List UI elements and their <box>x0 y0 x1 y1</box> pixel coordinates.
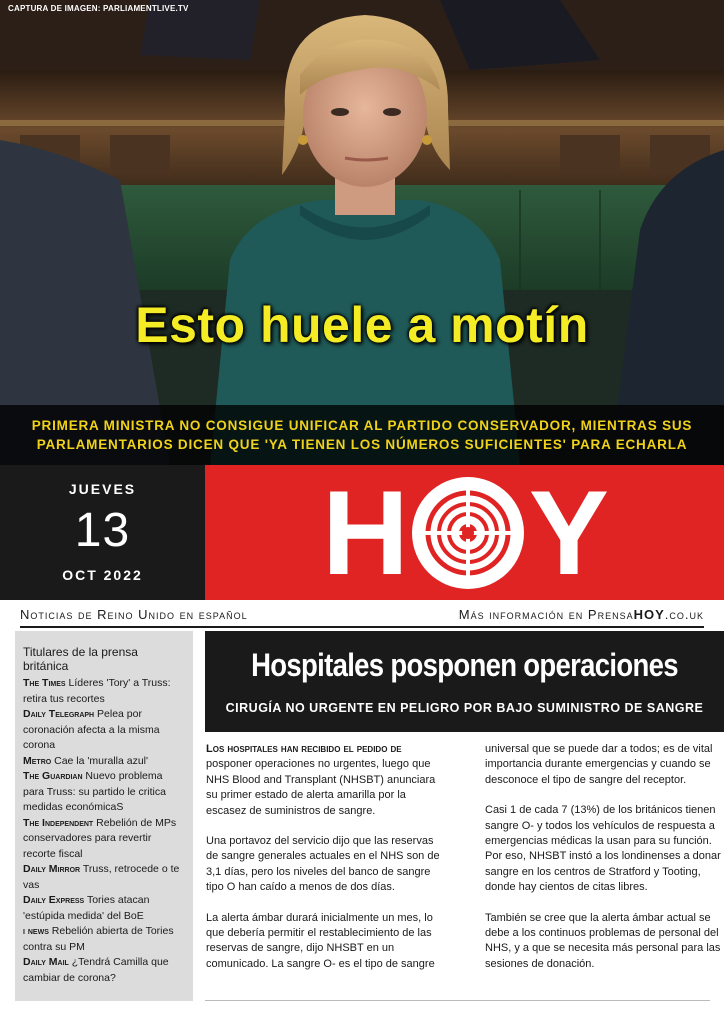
story-column-2 <box>485 742 724 998</box>
press-headline: Truss, retrocede o te vas <box>23 863 180 891</box>
main-headline: Esto huele a motín <box>135 297 589 353</box>
subheadline-line-1: PRIMERA MINISTRA NO CONSIGUE UNIFICAR AL PARTIDO CONSERVADOR, MIENTRAS SUS <box>31 418 693 433</box>
story-title: Hospitales posponen operaciones <box>251 647 678 683</box>
press-headline: Cae la 'muralla azul' <box>54 754 149 767</box>
press-paper-name: The Independent <box>23 816 94 829</box>
press-headline: Pelea por coronación afecta a la misma corona <box>23 708 160 751</box>
date-day-number: 13 <box>74 504 131 557</box>
sidebar-title: Titulares de la prensa británica <box>23 645 138 673</box>
press-paper-name: i news <box>23 925 49 937</box>
press-item <box>23 862 185 893</box>
masthead <box>0 465 724 600</box>
tagline-website-brand: HOY <box>633 606 665 622</box>
logo-letter-y: Y <box>528 465 607 600</box>
press-paper-name: Daily Mail <box>23 956 69 968</box>
story-subtitle: CIRUGÍA NO URGENTE EN PELIGRO POR BAJO SUMINISTRO DE SANGRE <box>225 701 704 715</box>
press-item <box>23 676 185 707</box>
date-box <box>0 465 205 600</box>
press-paper-name: Metro <box>23 754 52 767</box>
tagline-website[interactable] <box>459 607 704 622</box>
press-headline: ¿Tendrá Camilla que cambiar de corona? <box>23 956 169 984</box>
logo-box <box>205 465 724 600</box>
press-headline: Rebelión de MPs conservadores para revertir recorte fiscal <box>23 816 177 860</box>
story-paragraph: También se cree que la alerta ámbar actual se debe a los continuos problemas de personal del NHS, y a que se necesita más personal para las sesiones de donación. <box>485 911 721 970</box>
story-column-1 <box>206 742 447 998</box>
press-headline: Tories atacan 'estúpida medida' del BoE <box>23 894 150 922</box>
press-headline: Nuevo problema para Truss: su partido le critica medidas económicaS <box>23 770 166 813</box>
date-month-year: OCT 2022 <box>62 567 143 583</box>
press-item <box>23 707 185 754</box>
story-paragraph: universal que se puede dar a todos; es de vital importancia durante emergencias y cuando se desconoce el tipo de sangre del receptor. <box>485 743 713 786</box>
parliament-photo-illustration <box>0 0 724 465</box>
press-item <box>23 893 185 924</box>
photo-credit: CAPTURA DE IMAGEN: PARLIAMENTLIVE.TV <box>8 4 189 13</box>
logo-letter-h: H <box>322 465 407 600</box>
tagline-website-prefix: Más información en Prensa <box>458 606 634 622</box>
press-paper-name: Daily Telegraph <box>23 708 95 720</box>
press-item <box>23 769 185 816</box>
story-text: posponer operaciones no urgentes, luego que NHS Blood and Transplant (NHSBT) anunciara su primer estado de alerta amarilla por la escasez de suministros de sangre. <box>206 758 436 817</box>
story-paragraph: Casi 1 de cada 7 (13%) de los británicos tienen sangre O- y todos los vehículos de respuesta a emergencias médicas la usan para su función. Por eso, NHSBT instó a los londinenses a donar sangre en los centros de Stratford y Tooting, donde hay cientos de citas libres. <box>485 804 721 894</box>
story-header <box>205 631 724 732</box>
press-list <box>23 676 185 986</box>
subheadline-line-2: PARLAMENTARIOS DICEN QUE 'YA TIENEN LOS NÚMEROS SUFICIENTES' PARA ECHARLA <box>36 437 688 452</box>
story-paragraph <box>206 742 447 819</box>
press-paper-name: The Times <box>23 677 66 689</box>
story-paragraph: Una portavoz del servicio dijo que las reservas de sangre generales actuales en el NHS son de 3,1 días, pero los niveles del banco de sangre tipo O han caído a menos de dos días. <box>206 835 440 894</box>
press-item <box>23 754 185 770</box>
press-paper-name: Daily Mirror <box>23 863 81 875</box>
tagline-left: Noticias de Reino Unido en español <box>20 606 248 622</box>
press-headline: Líderes 'Tory' a Truss: retira tus recortes <box>23 677 171 705</box>
press-item <box>23 816 185 863</box>
press-item <box>23 924 185 955</box>
tagline-website-suffix: .co.uk <box>664 606 704 622</box>
press-paper-name: The Guardian <box>23 770 83 782</box>
subheadline-band <box>0 405 724 465</box>
subheadline <box>18 416 706 454</box>
bottom-divider <box>205 1000 710 1001</box>
press-headlines-sidebar <box>15 631 193 1001</box>
press-paper-name: Daily Express <box>23 894 85 906</box>
tagline-row <box>20 602 704 628</box>
hero-photo <box>0 0 724 465</box>
press-item <box>23 955 185 986</box>
story-lead-in: Los hospitales han recibido el pedido de <box>206 743 402 755</box>
target-o-icon <box>409 474 527 592</box>
date-weekday: JUEVES <box>68 481 137 497</box>
story-body <box>206 742 724 998</box>
story-paragraph: La alerta ámbar durará inicialmente un mes, lo que debería permitir el restablecimiento de las reservas de sangre, dijo NHSBT en un comunicado. La sangre O- es el tipo de sangre <box>206 911 435 970</box>
hoy-logo <box>205 465 724 600</box>
press-headline: Rebelión abierta de Tories contra su PM <box>23 925 174 953</box>
